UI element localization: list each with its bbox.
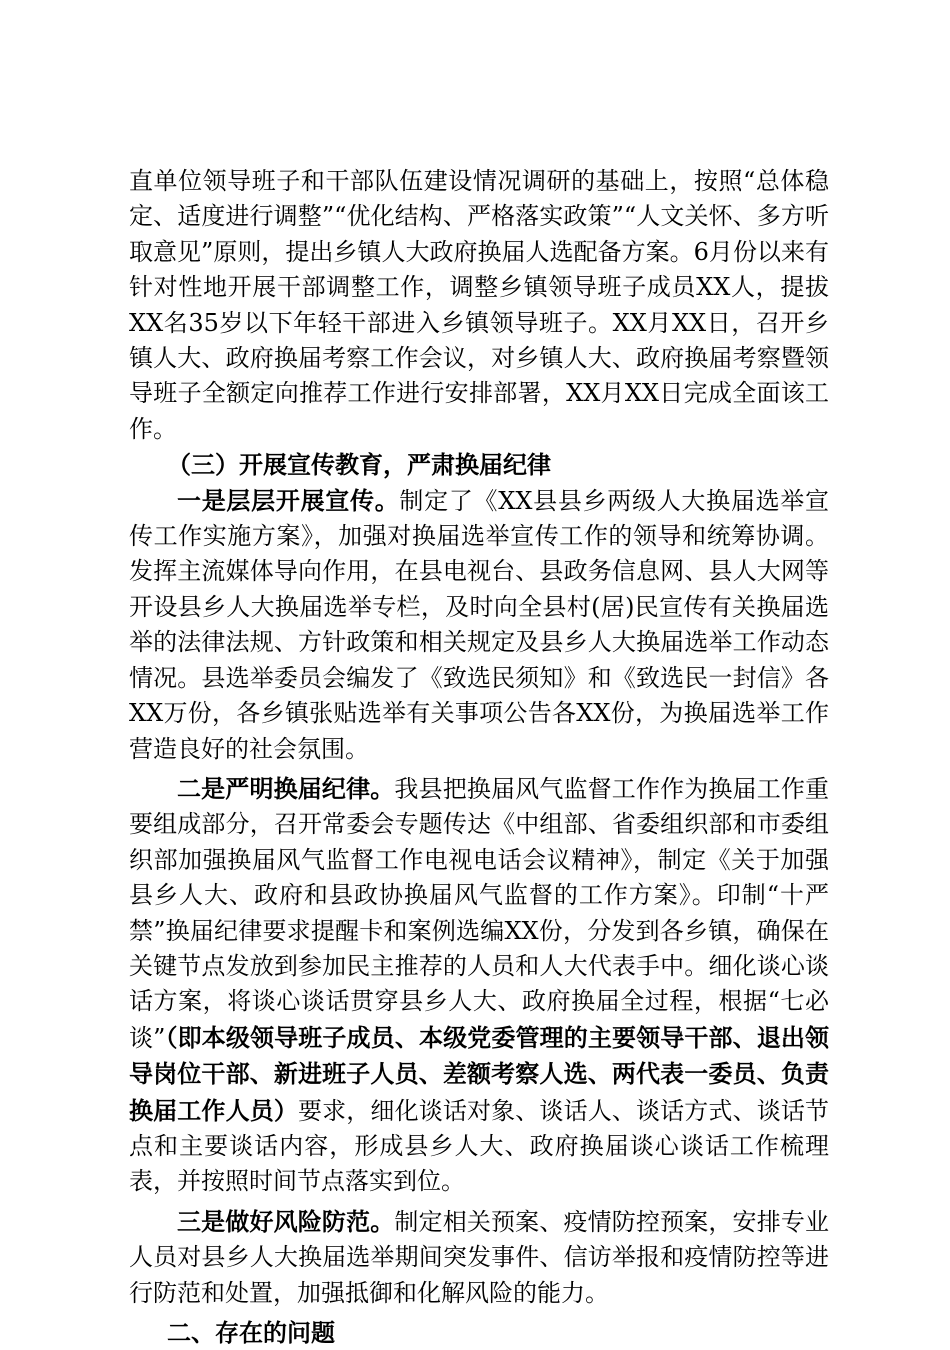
paragraph-risk bbox=[129, 1204, 829, 1311]
paragraph-lead-risk: 三是做好风险防范。 bbox=[177, 1206, 395, 1236]
paragraph-discipline bbox=[129, 771, 829, 1200]
paragraph-leaders: 直单位领导班子和干部队伍建设情况调研的基础上，按照“总体稳定、适度进行调整”“优化结构、严格落实政策”“人文关怀、多方听取意见”原则，提出乡镇人大政府换届人选配备方案。6月份以来有针对性地开展干部调整工作，调整乡镇领导班子成员XX人，提拔XX名35岁以下年轻干部进入乡镇领导班子。XX月XX日，召开乡镇人大、政府换届考察工作会议，对乡镇人大、政府换届考察暨领导班子全额定向推荐工作进行安排部署，XX月XX日完成全面该工作。 bbox=[129, 167, 829, 443]
paragraph-lead-publicity: 一是层层开展宣传。 bbox=[177, 485, 400, 515]
document-body bbox=[129, 164, 829, 1350]
paragraph-bold-seven-talks: （即本级领导班子成员、本级党委管理的主要领导干部、退出领导岗位干部、新进班子人员、差额考察人选、两代表一委员、负责换届工作人员） bbox=[129, 1022, 829, 1125]
paragraph-text-discipline-1: 我县把换届风气监督工作作为换届工作重要组成部分，召开常委会专题传达《中组部、省委组织部和市委组织部加强换届风气监督工作电视电话会议精神》，制定《关于加强县乡人大、政府和县政协换届风气监督的工作方案》。印制“十严禁”换届纪律要求提醒卡和案例选编XX份，分发到各乡镇，确保在关键节点发放到参加民主推荐的人员和人大代表手中。细化谈心谈话方案，将谈心谈话贯穿县乡人大、政府换届全过程，根据“七必谈” bbox=[129, 774, 830, 1052]
paragraph-text-publicity: 制定了《XX县县乡两级人大换届选举宣传工作实施方案》，加强对换届选举宣传工作的领导和统筹协调。发挥主流媒体导向作用，在县电视台、县政务信息网、县人大网等开设县乡人大换届选举专栏，及时向全县村(居)民宣传有关换届选举的法律法规、方针政策和相关规定及县乡人大换届选举工作动态情况。县选举委员会编发了《致选民须知》和《致选民一封信》各XX万份，各乡镇张贴选举有关事项公告各XX份，为换届选举工作营造良好的社会氛围。 bbox=[129, 486, 830, 763]
paragraph-text-risk: 制定相关预案、疫情防控预案，安排专业人员对县乡人大换届选举期间突发事件、信访举报和疫情防控等进行防范和处置，加强抵御和化解风险的能力。 bbox=[129, 1207, 830, 1307]
section-heading-publicity: （三）开展宣传教育，严肃换届纪律 bbox=[167, 450, 551, 480]
paragraph-lead-discipline: 二是严明换届纪律。 bbox=[177, 773, 395, 803]
paragraph-text-discipline-2: 要求，细化谈话对象、谈话人、谈话方式、谈话节点和主要谈话内容，形成县乡人大、政府换届谈心谈话工作梳理表，并按照时间节点落实到位。 bbox=[129, 1096, 829, 1196]
section-heading-problems: 二、存在的问题 bbox=[167, 1318, 335, 1347]
paragraph-publicity bbox=[129, 483, 829, 767]
